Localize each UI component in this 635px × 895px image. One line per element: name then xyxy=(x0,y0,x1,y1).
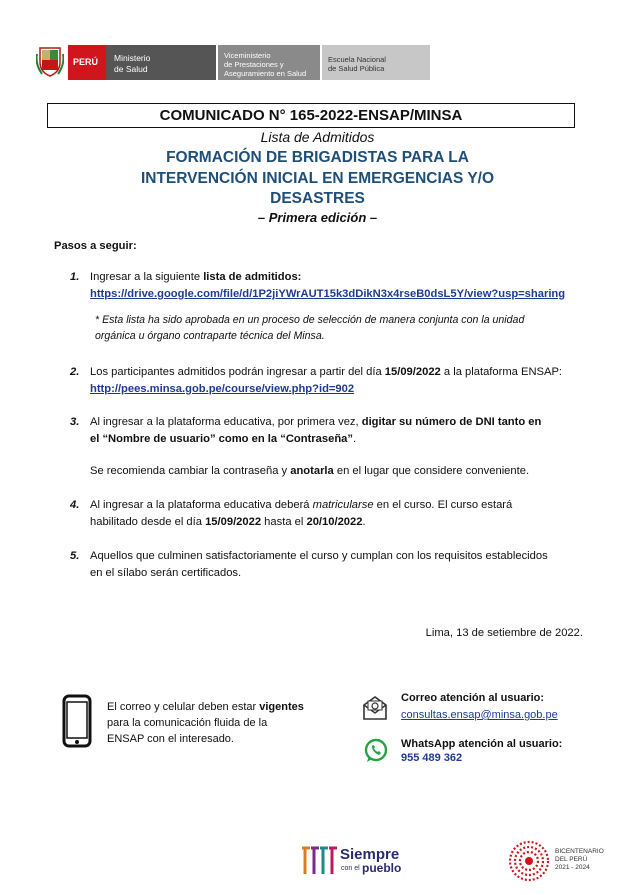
step-5-text xyxy=(90,548,590,582)
vice-line2: de Prestaciones y xyxy=(224,60,284,69)
step-1-text-b: lista de admitidos: xyxy=(203,271,302,283)
whatsapp-number: 955 489 362 xyxy=(401,752,463,764)
siempre-word: Siempre xyxy=(340,846,400,863)
step-3-text-d: . xyxy=(352,433,357,445)
step-2-text-a: Los participantes admitidos podrán ingresar a partir del día xyxy=(90,366,385,378)
step-4-start-date: 15/09/2022 xyxy=(205,516,262,528)
step-5-text-b: en el sílabo serán certificados. xyxy=(90,567,242,579)
heading-line3: DESASTRES xyxy=(270,190,365,207)
step-3-number: 3. xyxy=(70,416,80,428)
viceministerio-block xyxy=(218,45,320,80)
step-3-text-c: el “Nombre de usuario” como en la “Contraseña” xyxy=(90,433,353,445)
email-label: Correo atención al usuario: xyxy=(401,692,545,704)
step-3-extra-b: anotarla xyxy=(290,465,334,477)
document-date: Lima, 13 de setiembre de 2022. xyxy=(425,627,583,639)
escuela-line2: de Salud Pública xyxy=(328,64,385,73)
step-2-date: 15/09/2022 xyxy=(384,366,441,378)
platform-course-link[interactable]: http://pees.minsa.gob.pe/course/view.php?id=902 xyxy=(90,383,355,395)
bicentenario-years: 2021 - 2024 xyxy=(555,864,590,871)
step-4-text xyxy=(90,497,585,531)
whatsapp-icon xyxy=(363,738,389,769)
email-icon xyxy=(361,694,389,727)
step-1-number: 1. xyxy=(70,271,80,283)
vice-line3: Aseguramiento en Salud xyxy=(224,69,307,78)
step-3-text xyxy=(90,414,590,448)
step-3-text-b: digitar su número de DNI tanto en xyxy=(361,416,542,428)
admitidos-list-link[interactable]: https://drive.google.com/file/d/1P2jiYWrAUT15k3dDikN3x4rseB0dsL5Y/view?usp=sharing xyxy=(90,288,566,300)
steps-label: Pasos a seguir: xyxy=(54,240,137,252)
bicentenario-logo-icon xyxy=(508,840,550,882)
email-link[interactable]: consultas.ensap@minsa.gob.pe xyxy=(401,709,558,721)
ministerio-line2: de Salud xyxy=(114,64,148,74)
title-text: COMUNICADO N° 165-2022-ENSAP/MINSA xyxy=(159,107,463,124)
step-2-number: 2. xyxy=(70,366,80,378)
step-4-text-d: habilitado desde el día xyxy=(90,516,206,528)
phone-note xyxy=(107,699,309,747)
heading-line2: INTERVENCIÓN INICIAL EN EMERGENCIAS Y/O xyxy=(140,170,495,187)
step-4-number: 4. xyxy=(70,499,80,511)
peru-logo-block xyxy=(68,45,106,80)
vice-line1: Viceministerio xyxy=(224,51,271,60)
phone-icon xyxy=(62,694,92,753)
bicentenario-text xyxy=(555,848,604,872)
subtitle: Lista de Admitidos xyxy=(260,129,375,145)
step-5-text-a: Aquellos que culminen satisfactoriamente el curso y cumplan con los requisitos establecidos xyxy=(90,550,548,562)
phone-note-b: vigentes xyxy=(259,701,304,713)
edition: – Primera edición – xyxy=(257,210,378,225)
step-4-text-f: hasta el xyxy=(261,516,307,528)
step-5-number: 5. xyxy=(70,550,80,562)
step-1-note-line2: orgánica u órgano contraparte técnica del Minsa. xyxy=(95,330,325,342)
ministerio-block xyxy=(106,45,216,80)
step-4-end-date: 20/10/2022 xyxy=(306,516,363,528)
step-1-text-a: Ingresar a la siguiente xyxy=(90,271,204,283)
bicentenario-logo xyxy=(508,840,550,887)
step-4-text-c: en el curso. El curso estará xyxy=(373,499,513,511)
step-2-text-c: a la plataforma ENSAP: xyxy=(440,366,563,378)
bicentenario-line2: DEL PERÚ xyxy=(555,856,588,863)
step-3-extra-c: en el lugar que considere conveniente. xyxy=(333,465,530,477)
siempre-logo xyxy=(300,840,410,880)
step-1-text xyxy=(90,269,590,303)
document-title xyxy=(47,103,575,128)
step-3-extra-a: Se recomienda cambiar la contraseña y xyxy=(90,465,291,477)
phone-note-c: para la comunicación fluida de la xyxy=(107,717,268,729)
ministerio-line1: Ministerio xyxy=(114,53,151,63)
step-3-extra xyxy=(90,463,590,480)
escuela-block xyxy=(322,45,430,80)
whatsapp-label: WhatsApp atención al usuario: xyxy=(401,738,563,750)
peru-label: PERÚ xyxy=(73,57,99,67)
step-2-text xyxy=(90,364,590,398)
siempre-logo-icon xyxy=(300,840,340,880)
peru-coat-of-arms-icon xyxy=(36,44,64,78)
step-1-note xyxy=(95,312,575,344)
phone-note-a: El correo y celular deben estar xyxy=(107,701,260,713)
step-1-note-line1: * Esta lista ha sido aprobada en un proceso de selección de manera conjunta con la unidad xyxy=(95,314,525,326)
step-4-text-a: Al ingresar a la plataforma educativa deberá xyxy=(90,499,313,511)
heading-line1: FORMACIÓN DE BRIGADISTAS PARA LA xyxy=(166,149,469,166)
bicentenario-line1: BICENTENARIO xyxy=(555,848,604,855)
step-4-text-h: . xyxy=(362,516,366,528)
pueblo-word: pueblo xyxy=(362,861,402,875)
con-el-word: con el xyxy=(341,865,360,872)
step-4-text-b: matricularse xyxy=(312,499,374,511)
step-3-text-a: Al ingresar a la plataforma educativa, por primera vez, xyxy=(90,416,362,428)
escuela-line1: Escuela Nacional xyxy=(328,55,386,64)
phone-note-d: ENSAP con el interesado. xyxy=(107,733,234,745)
